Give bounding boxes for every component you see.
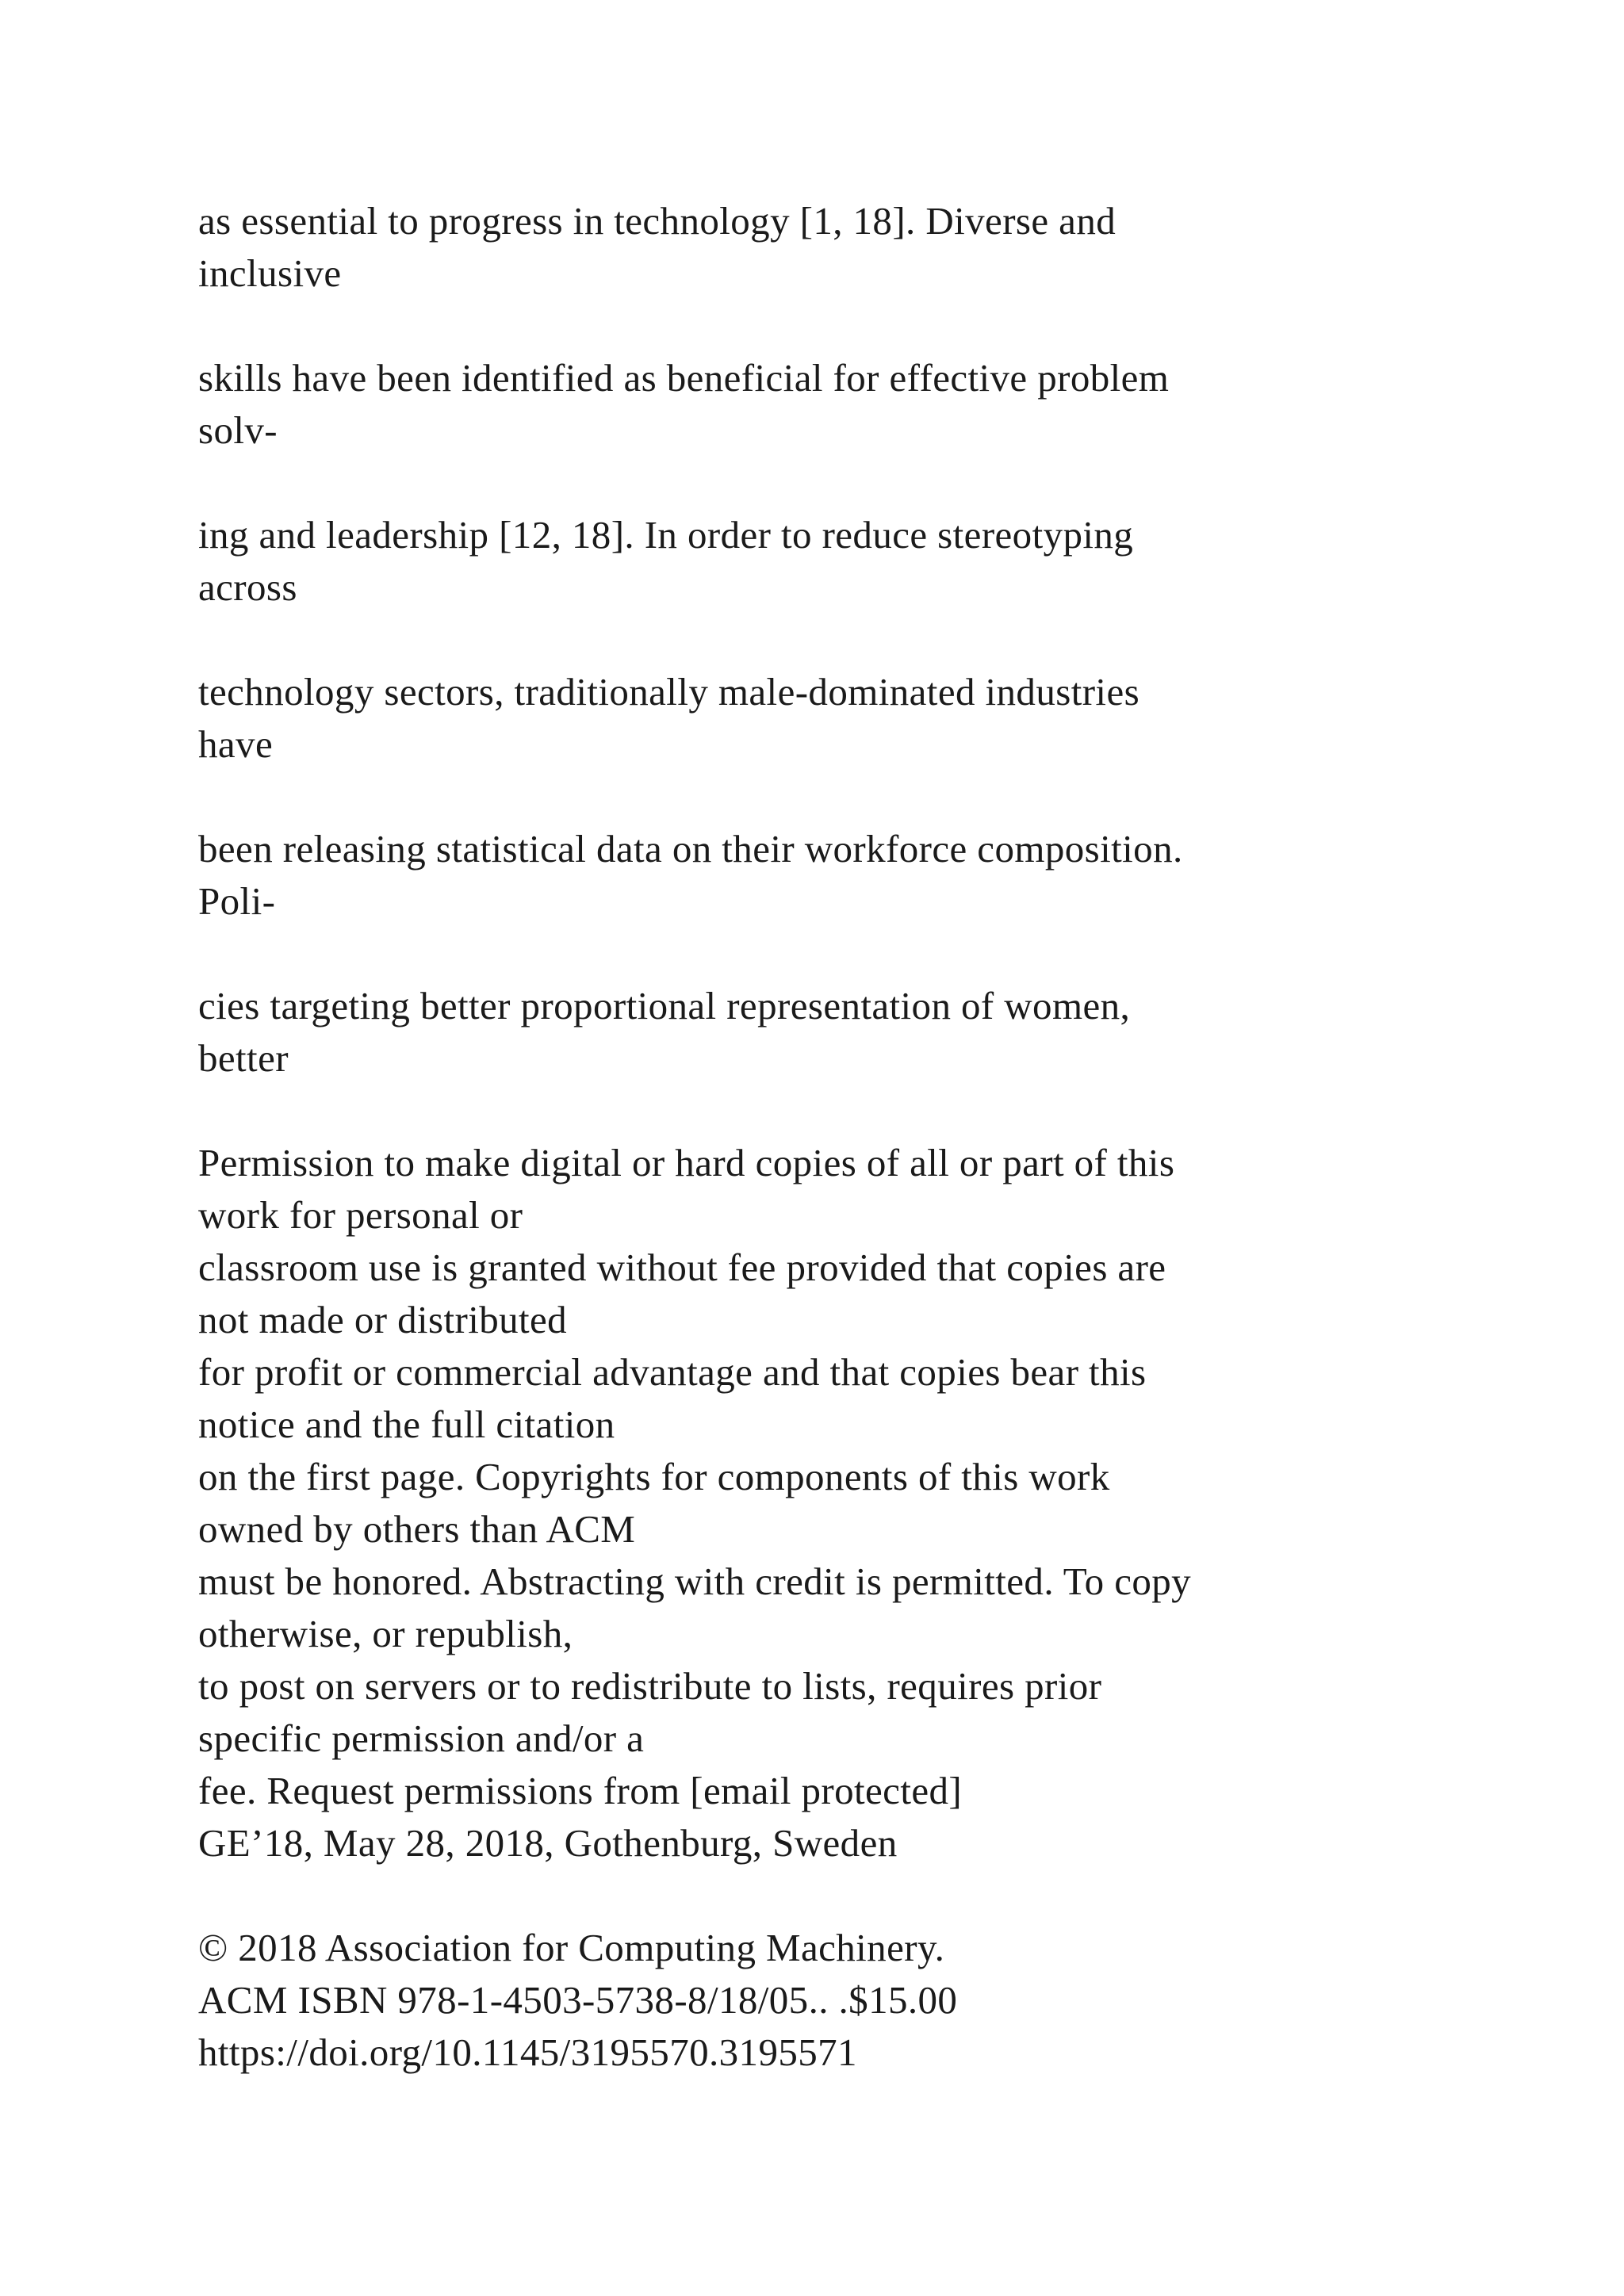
- body-paragraph: [198, 509, 1435, 614]
- permission-line: not made or distributed: [198, 1298, 568, 1341]
- doi-link[interactable]: https://doi.org/10.1145/3195570.3195571: [198, 2030, 857, 2074]
- body-paragraph: [198, 666, 1435, 771]
- text-line: better: [198, 1036, 289, 1080]
- text-line: as essential to progress in technology [1, 18]. Diverse and: [198, 199, 1116, 243]
- text-line: Poli-: [198, 879, 276, 923]
- text-line: solv-: [198, 408, 278, 452]
- permission-line: classroom use is granted without fee provided that copies are: [198, 1246, 1166, 1289]
- text-line: cies targeting better proportional representation of women,: [198, 984, 1131, 1027]
- permission-line: for profit or commercial advantage and that copies bear this: [198, 1350, 1147, 1394]
- permission-line: specific permission and/or a: [198, 1716, 645, 1760]
- body-paragraph: [198, 195, 1435, 300]
- conference-line: GE’18, May 28, 2018, Gothenburg, Sweden: [198, 1821, 898, 1865]
- permission-notice: [198, 1137, 1435, 1869]
- permission-line: on the first page. Copyrights for components of this work: [198, 1455, 1110, 1498]
- permission-line: work for personal or: [198, 1193, 523, 1237]
- copyright-line: © 2018 Association for Computing Machinery.: [198, 1926, 945, 1969]
- body-paragraph: [198, 980, 1435, 1085]
- permission-line: owned by others than ACM: [198, 1507, 636, 1551]
- document-page: [198, 195, 1435, 2131]
- permission-line: otherwise, or republish,: [198, 1612, 573, 1655]
- permission-line: notice and the full citation: [198, 1402, 615, 1446]
- text-line: skills have been identified as beneficial for effective problem: [198, 356, 1170, 400]
- text-line: across: [198, 565, 297, 609]
- body-paragraph: [198, 352, 1435, 457]
- permission-line: must be honored. Abstracting with credit is permitted. To copy: [198, 1559, 1192, 1603]
- text-line: ing and leadership [12, 18]. In order to reduce stereotyping: [198, 513, 1134, 557]
- permission-line: Permission to make digital or hard copies of all or part of this: [198, 1141, 1175, 1184]
- text-line: inclusive: [198, 251, 342, 295]
- permission-line: to post on servers or to redistribute to lists, requires prior: [198, 1664, 1102, 1708]
- text-line: been releasing statistical data on their workforce composition.: [198, 827, 1183, 871]
- body-paragraph: [198, 823, 1435, 928]
- copyright-block: [198, 1922, 1435, 2079]
- isbn-line: ACM ISBN 978-1-4503-5738-8/18/05.. .$15.00: [198, 1978, 958, 2022]
- text-line: technology sectors, traditionally male-dominated industries: [198, 670, 1140, 714]
- text-line: have: [198, 722, 274, 766]
- permission-line: fee. Request permissions from [email protected]: [198, 1769, 963, 1812]
